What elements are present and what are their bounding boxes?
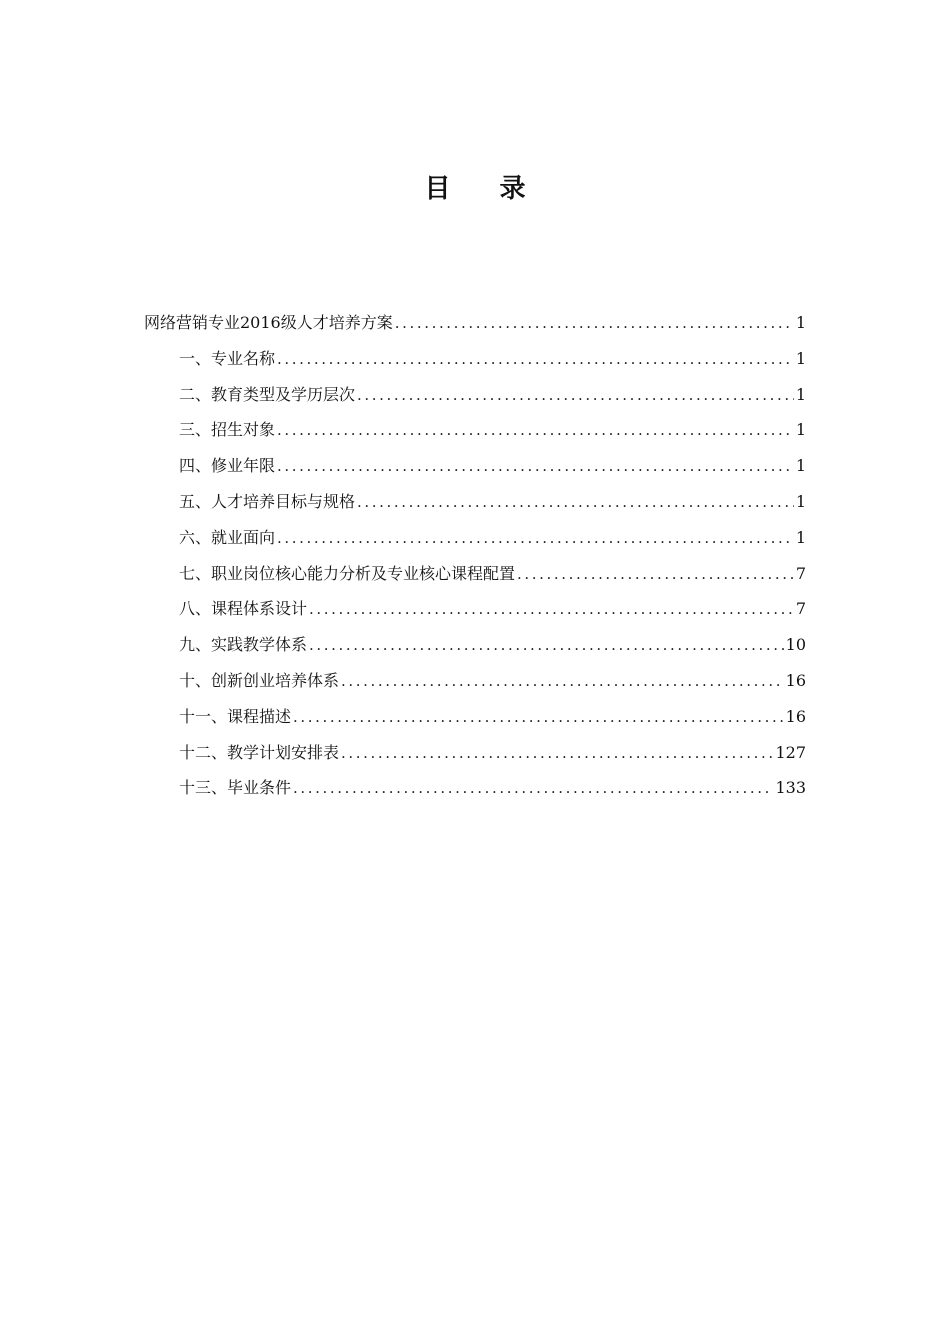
toc-entry[interactable] [144,382,806,418]
toc-entry-page: 16 [785,670,806,690]
toc-entry-label: 网络营销专业2016级人才培养方案 [144,313,393,332]
toc-entry-label: 七、职业岗位核心能力分析及专业核心课程配置 [179,563,516,583]
toc-entry-label: 八、课程体系设计 [179,599,308,619]
toc-entry-page: 127 [775,742,806,762]
toc-entry[interactable] [144,417,806,453]
toc-entry-page: 1 [795,456,806,476]
toc-entry-page: 1 [795,420,806,440]
toc-dot-leader [291,704,784,730]
toc-dot-leader [393,310,794,336]
toc-dot-leader [515,561,794,587]
toc-entry-label: 九、实践教学体系 [179,635,308,655]
toc-dot-leader [275,453,794,479]
toc-entry[interactable] [144,740,806,776]
toc-dot-leader [355,489,794,515]
toc-entry[interactable] [144,596,806,632]
toc-entry[interactable] [144,704,806,740]
toc-entry[interactable] [144,346,806,382]
toc-dot-leader [275,346,794,372]
toc-entry-page: 1 [795,491,806,511]
toc-entry-label: 三、招生对象 [179,420,276,440]
toc-entry-label: 五、人才培养目标与规格 [179,491,356,511]
table-of-contents [144,310,806,811]
toc-entry-label: 十二、教学计划安排表 [179,742,340,762]
toc-entry-page: 1 [795,348,806,368]
toc-dot-leader [275,417,794,443]
toc-entry[interactable] [144,668,806,704]
toc-dot-leader [275,525,794,551]
toc-entry-page: 1 [795,384,806,404]
toc-entry-label: 十一、课程描述 [179,706,292,726]
toc-entry-label: 一、专业名称 [179,348,276,368]
toc-entry[interactable] [144,453,806,489]
toc-dot-leader [339,740,773,766]
toc-entry-label: 二、教育类型及学历层次 [179,384,356,404]
toc-dot-leader [307,596,794,622]
toc-entry-label: 六、就业面向 [179,527,276,547]
toc-entry[interactable] [144,561,806,597]
toc-title: 目 录 [424,174,546,204]
toc-entry[interactable] [144,310,806,346]
toc-dot-leader [307,632,784,658]
toc-entry[interactable] [144,632,806,668]
toc-dot-leader [355,382,794,408]
toc-entry-page: 1 [795,527,806,547]
toc-entry[interactable] [144,525,806,561]
toc-entry-label: 十、创新创业培养体系 [179,670,340,690]
toc-entry-page: 16 [785,706,806,726]
toc-entry-label: 四、修业年限 [179,456,276,476]
toc-entry[interactable] [144,775,806,811]
toc-entry-page: 7 [795,563,806,583]
toc-entry-page: 1 [795,313,806,332]
toc-dot-leader [291,775,773,801]
toc-entry-page: 7 [795,599,806,619]
toc-dot-leader [339,668,784,694]
toc-entry-label: 十三、毕业条件 [179,778,292,798]
toc-entry[interactable] [144,489,806,525]
toc-entry-page: 133 [775,778,806,798]
toc-entry-page: 10 [785,635,806,655]
